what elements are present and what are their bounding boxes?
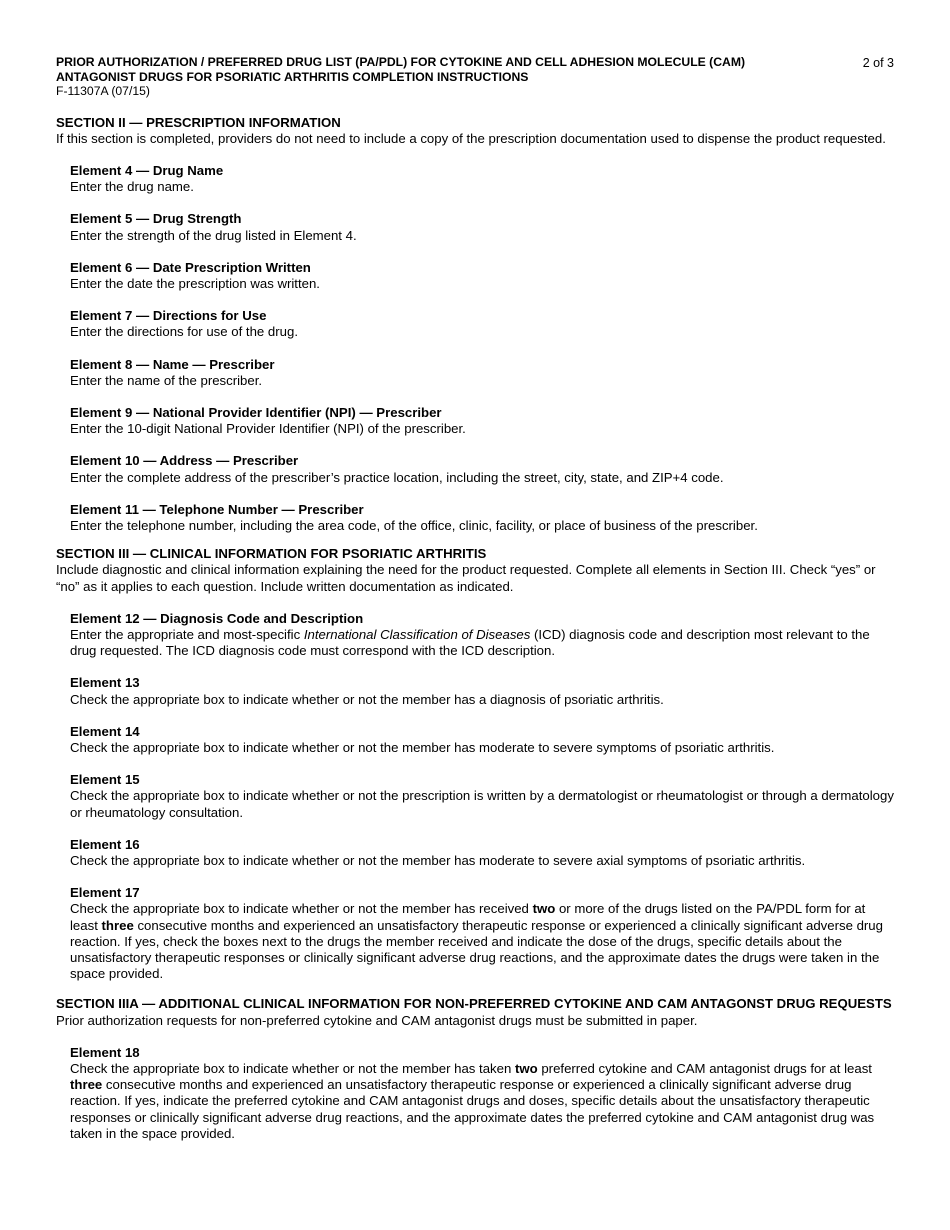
- element-text: Enter the date the prescription was written.: [70, 275, 320, 291]
- element-16: [70, 837, 896, 869]
- element-title: Element 4 — Drug Name: [70, 162, 224, 178]
- title-line-2: ANTAGONIST DRUGS FOR PSORIATIC ARTHRITIS COMPLETION INSTRUCTIONS: [56, 69, 529, 84]
- element-text: Check the appropriate box to indicate whether or not the member has moderate to severe symptoms of psoriatic arthritis.: [70, 739, 775, 755]
- form-number: F-11307A (07/15): [56, 84, 150, 98]
- italic-term: International Classification of Diseases: [303, 626, 531, 642]
- element-text: [70, 1061, 896, 1142]
- element-text: Enter the complete address of the prescriber’s practice location, including the street, city, state, and ZIP+4 code.: [70, 469, 724, 485]
- element-4: [70, 163, 896, 195]
- element-18: [70, 1045, 896, 1142]
- element-title: Element 15: [70, 772, 140, 788]
- text-part: Enter the appropriate and most-specific: [70, 626, 304, 642]
- document-page: [56, 55, 896, 1142]
- section-2-intro: If this section is completed, providers do not need to include a copy of the prescription documentation used to dispense the product requested.: [56, 130, 886, 146]
- section-3a-title: SECTION IIIA — ADDITIONAL CLINICAL INFORMATION FOR NON-PREFERRED CYTOKINE AND CAM ANTAGONST DRUG REQUESTS: [56, 996, 892, 1012]
- element-title: Element 5 — Drug Strength: [70, 211, 242, 227]
- section-2: [56, 115, 896, 535]
- element-15: [70, 772, 896, 821]
- element-9: [70, 405, 896, 437]
- text-part: preferred cytokine and CAM antagonist drugs for at least: [537, 1061, 872, 1077]
- element-11: [70, 502, 896, 534]
- element-text: Check the appropriate box to indicate whether or not the member has a diagnosis of psoriatic arthritis.: [70, 691, 664, 707]
- section-3: [56, 546, 896, 982]
- element-text: Enter the directions for use of the drug.: [70, 324, 298, 340]
- element-5: [70, 211, 896, 243]
- element-text: Enter the name of the prescriber.: [70, 372, 263, 388]
- element-text: Check the appropriate box to indicate whether or not the member has moderate to severe axial symptoms of psoriatic arthritis.: [70, 853, 806, 868]
- document-header: [56, 55, 896, 99]
- element-8: [70, 357, 896, 389]
- element-14: [70, 724, 896, 756]
- element-13: [70, 675, 896, 707]
- element-10: [70, 453, 896, 485]
- section-3-intro: Include diagnostic and clinical information explaining the need for the product requested. Complete all elements in Section III. Check “yes” or “no” as it applies to each question. Include written documentation as indicated.: [56, 562, 876, 594]
- emphasis: three: [70, 1077, 103, 1093]
- element-12: [70, 611, 896, 660]
- element-17: [70, 885, 896, 982]
- text-part: (ICD) diagnosis code and description most relevant to the drug requested. The ICD diagnosis code must correspond with the ICD description.: [70, 626, 870, 659]
- element-text: [70, 627, 896, 659]
- element-title: Element 12 — Diagnosis Code and Description: [70, 610, 364, 626]
- element-text: [70, 901, 896, 982]
- section-3-title: SECTION III — CLINICAL INFORMATION FOR PSORIATIC ARTHRITIS: [56, 546, 487, 562]
- section-2-title: SECTION II — PRESCRIPTION INFORMATION: [56, 114, 341, 130]
- title-line-1: PRIOR AUTHORIZATION / PREFERRED DRUG LIST (PA/PDL) FOR CYTOKINE AND CELL ADHESION MOLECULE (CAM): [56, 55, 746, 69]
- element-title: Element 16: [70, 836, 140, 852]
- element-text: Enter the 10-digit National Provider Identifier (NPI) of the prescriber.: [70, 421, 466, 437]
- element-text: Check the appropriate box to indicate whether or not the prescription is written by a dermatologist or rheumatologist or through a dermatology or rheumatology consultation.: [70, 788, 894, 820]
- text-part: consecutive months and experienced an unsatisfactory therapeutic response or experienced a clinically significant adverse drug reaction. If yes, check the boxes next to the drugs the member received and indicate the dose of the drugs, specific details about the unsatisfactory therapeutic responses or clinically significant adverse drug reactions, and the approximate dates the drugs were taken in the space provided.: [70, 917, 883, 982]
- section-3a-intro: Prior authorization requests for non-preferred cytokine and CAM antagonist drugs must be submitted in paper.: [56, 1012, 698, 1028]
- element-title: Element 14: [70, 723, 140, 739]
- text-part: or more of the drugs listed on the PA/PDL form for at least: [70, 901, 866, 933]
- emphasis: two: [514, 1061, 538, 1077]
- element-title: Element 11 — Telephone Number — Prescriber: [70, 501, 364, 517]
- emphasis: three: [101, 917, 134, 933]
- section-3a: [56, 996, 896, 1142]
- emphasis: two: [532, 901, 556, 917]
- element-7: [70, 308, 896, 340]
- element-title: Element 18: [70, 1044, 140, 1060]
- element-title: Element 17: [70, 885, 140, 901]
- element-title: Element 7 — Directions for Use: [70, 308, 267, 324]
- element-text: Enter the drug name.: [70, 179, 194, 195]
- page-indicator: 2 of 3: [862, 56, 894, 70]
- element-text: Enter the telephone number, including the area code, of the office, clinic, facility, or place of business of the prescriber.: [70, 517, 758, 533]
- element-6: [70, 260, 896, 292]
- element-title: Element 6 — Date Prescription Written: [70, 259, 311, 275]
- text-part: consecutive months and experienced an unsatisfactory therapeutic response or experienced a clinically significant adverse drug reaction. If yes, indicate the preferred cytokine and CAM antagonist drugs and doses, specific details about the unsatisfactory therapeutic responses or clinically significant adverse drug reactions, and the approximate dates the preferred cytokine and CAM antagonist drug was taken in the space provided.: [70, 1077, 875, 1141]
- document-title: [56, 55, 816, 84]
- element-title: Element 10 — Address — Prescriber: [70, 453, 299, 469]
- element-text: Enter the strength of the drug listed in Element 4.: [70, 227, 357, 243]
- text-part: Check the appropriate box to indicate whether or not the member has received: [70, 901, 533, 917]
- text-part: Check the appropriate box to indicate whether or not the member has taken: [70, 1061, 515, 1077]
- element-title: Element 13: [70, 675, 140, 691]
- element-title: Element 9 — National Provider Identifier (NPI) — Prescriber: [70, 404, 442, 420]
- element-title: Element 8 — Name — Prescriber: [70, 356, 275, 372]
